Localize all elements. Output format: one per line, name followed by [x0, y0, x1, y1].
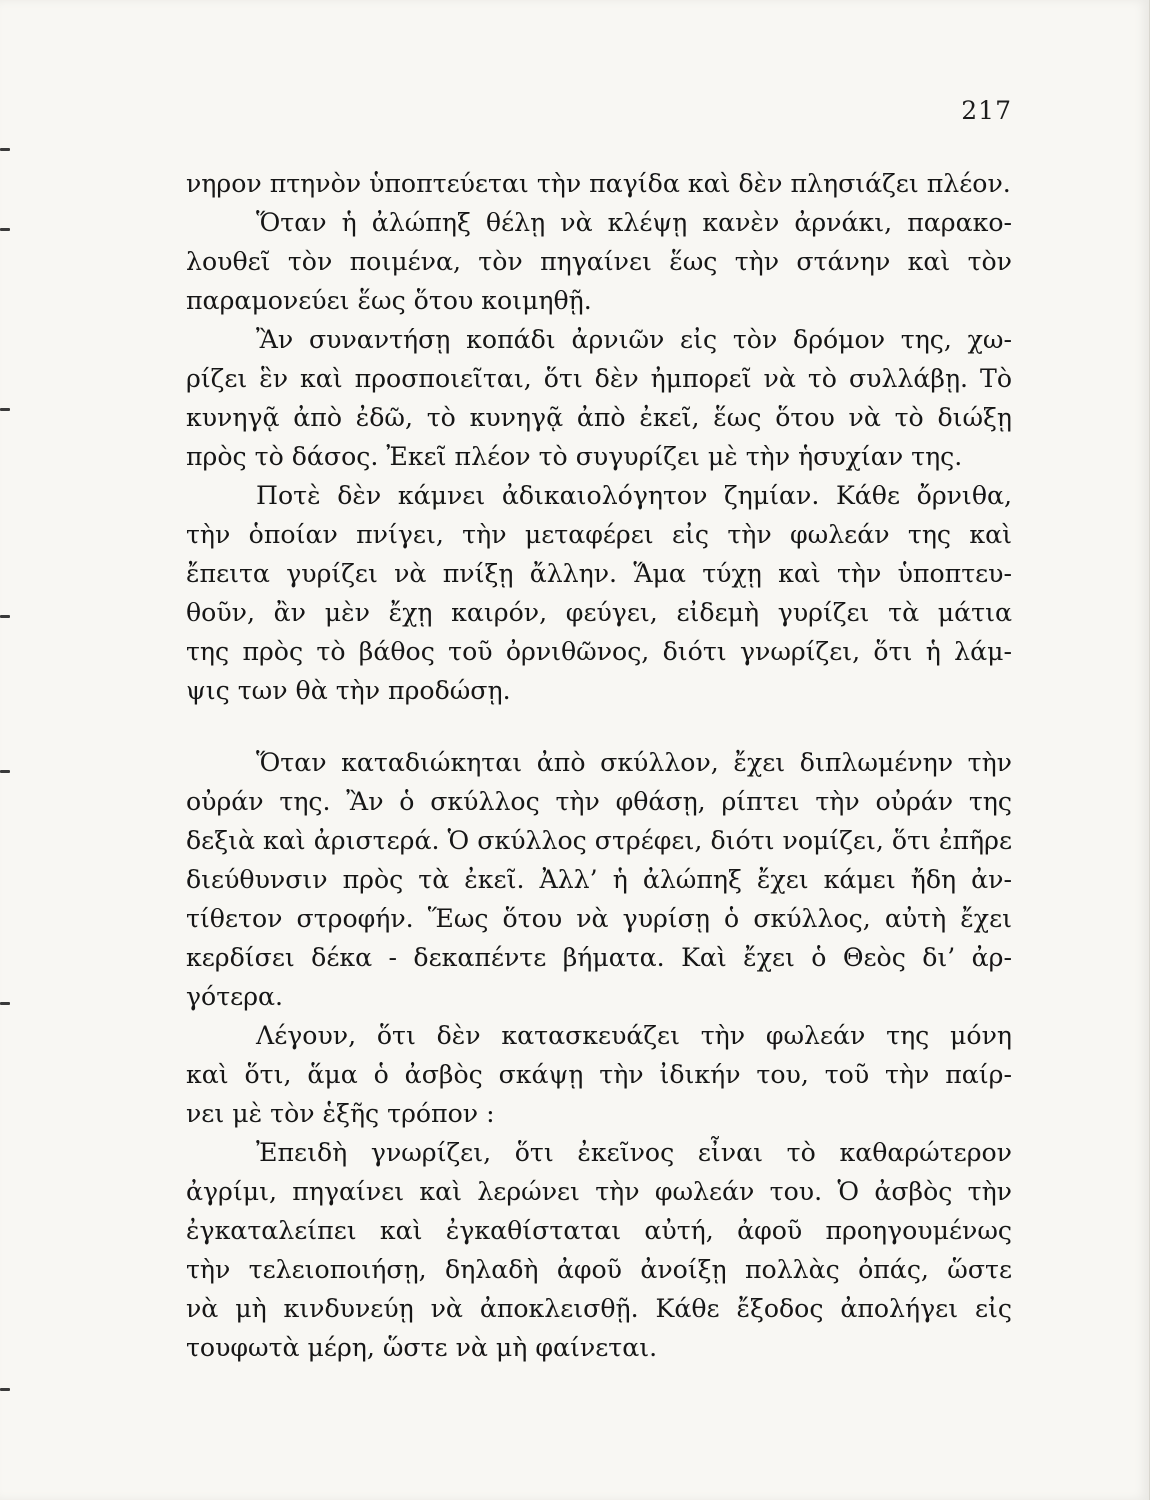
- text-line: νηρον πτηνὸν ὑποπτεύεται τὴν παγίδα καὶ δὲν πλησιάζει πλέον.: [186, 169, 1011, 198]
- text-line: ἐγκαταλείπει καὶ ἐγκαθίσταται αὐτή, ἀφοῦ προηγουμένως: [186, 1216, 1012, 1245]
- paragraph-gap: [186, 710, 1012, 743]
- text-line: Ἐπειδὴ γνωρίζει, ὅτι ἐκεῖνος εἶναι τὸ καθαρώτερον: [256, 1138, 1012, 1167]
- paragraph: [186, 476, 1012, 710]
- text-line: της πρὸς τὸ βάθος τοῦ ὀρνιθῶνος, διότι γνωρίζει, ὅτι ἡ λάμ-: [186, 637, 1012, 666]
- paragraph: [186, 743, 1012, 1016]
- text-line: διεύθυνσιν πρὸς τὰ ἐκεῖ. Ἀλλ’ ἡ ἀλώπηξ ἔχει κάμει ἤδη ἀν-: [186, 865, 1012, 894]
- text-line: καὶ ὅτι, ἅμα ὁ ἀσβὸς σκάψῃ τὴν ἰδικήν του, τοῦ τὴν παίρ-: [186, 1060, 1012, 1089]
- binding-mark: [0, 770, 10, 773]
- page-number: 217: [961, 96, 1012, 125]
- binding-mark: [0, 1002, 10, 1005]
- text-line: κυνηγᾷ ἀπὸ ἐδῶ, τὸ κυνηγᾷ ἀπὸ ἐκεῖ, ἕως ὅτου νὰ τὸ διώξῃ: [186, 403, 1012, 432]
- text-line: νὰ μὴ κινδυνεύῃ νὰ ἀποκλεισθῇ. Κάθε ἔξοδος ἀπολήγει εἰς: [186, 1294, 1012, 1323]
- text-line: ἀγρίμι, πηγαίνει καὶ λερώνει τὴν φωλεάν του. Ὁ ἀσβὸς τὴν: [186, 1177, 1012, 1206]
- body-text: [186, 164, 1012, 1367]
- paragraph: [186, 1016, 1012, 1133]
- text-line: τουφωτὰ μέρη, ὥστε νὰ μὴ φαίνεται.: [186, 1333, 658, 1362]
- text-line: γότερα.: [186, 982, 284, 1011]
- text-line: τὴν ὁποίαν πνίγει, τὴν μεταφέρει εἰς τὴν φωλεάν της καὶ: [186, 520, 1012, 549]
- paragraph: [186, 203, 1012, 320]
- text-line: νει μὲ τὸν ἑξῆς τρόπον :: [186, 1099, 495, 1128]
- text-line: Ἂν συναντήσῃ κοπάδι ἀρνιῶν εἰς τὸν δρόμον της, χω-: [256, 325, 1012, 354]
- text-line: τὴν τελειοποιήσῃ, δηλαδὴ ἀφοῦ ἀνοίξῃ πολλὰς ὀπάς, ὥστε: [186, 1255, 1012, 1284]
- text-line: πρὸς τὸ δάσος. Ἐκεῖ πλέον τὸ συγυρίζει μὲ τὴν ἡσυχίαν της.: [186, 442, 963, 471]
- text-line: ψις των θὰ τὴν προδώσῃ.: [186, 676, 511, 705]
- paragraph: [186, 1133, 1012, 1367]
- text-line: Λέγουν, ὅτι δὲν κατασκευάζει τὴν φωλεάν της μόνη: [256, 1021, 1012, 1050]
- binding-edge: [0, 0, 14, 1500]
- paragraph: [186, 320, 1012, 476]
- text-line: τίθετον στροφήν. Ἕως ὅτου νὰ γυρίσῃ ὁ σκύλλος, αὐτὴ ἔχει: [186, 904, 1012, 933]
- binding-mark: [0, 1388, 10, 1391]
- text-line: κερδίσει δέκα - δεκαπέντε βήματα. Καὶ ἔχει ὁ Θεὸς δι’ ἀρ-: [186, 943, 1012, 972]
- text-line: λουθεῖ τὸν ποιμένα, τὸν πηγαίνει ἕως τὴν στάνην καὶ τὸν: [186, 247, 1012, 276]
- text-line: ἔπειτα γυρίζει νὰ πνίξῃ ἄλλην. Ἅμα τύχῃ καὶ τὴν ὑποπτευ-: [186, 559, 1012, 588]
- text-line: Ὅταν καταδιώκηται ἀπὸ σκύλλον, ἔχει διπλωμένην τὴν: [256, 748, 1012, 777]
- text-line: δεξιὰ καὶ ἀριστερά. Ὁ σκύλλος στρέφει, διότι νομίζει, ὅτι ἐπῆρε: [186, 826, 1012, 855]
- binding-mark: [0, 148, 10, 151]
- text-line: Ὅταν ἡ ἀλώπηξ θέλῃ νὰ κλέψῃ κανὲν ἀρνάκι, παρακο-: [256, 208, 1012, 237]
- binding-mark: [0, 615, 10, 618]
- binding-mark: [0, 408, 10, 411]
- text-line: Ποτὲ δὲν κάμνει ἀδικαιολόγητον ζημίαν. Κάθε ὄρνιθα,: [256, 481, 1012, 510]
- text-line: ρίζει ἓν καὶ προσποιεῖται, ὅτι δὲν ἠμπορεῖ νὰ τὸ συλλάβῃ. Τὸ: [186, 364, 1012, 393]
- paragraph: [186, 164, 1012, 203]
- text-line: θοῦν, ἂν μὲν ἔχῃ καιρόν, φεύγει, εἰδεμὴ γυρίζει τὰ μάτια: [186, 598, 1012, 627]
- text-line: παραμονεύει ἕως ὅτου κοιμηθῇ.: [186, 286, 592, 315]
- text-line: οὐράν της. Ἂν ὁ σκύλλος τὴν φθάσῃ, ρίπτει τὴν οὐράν της: [186, 787, 1012, 816]
- binding-mark: [0, 228, 10, 231]
